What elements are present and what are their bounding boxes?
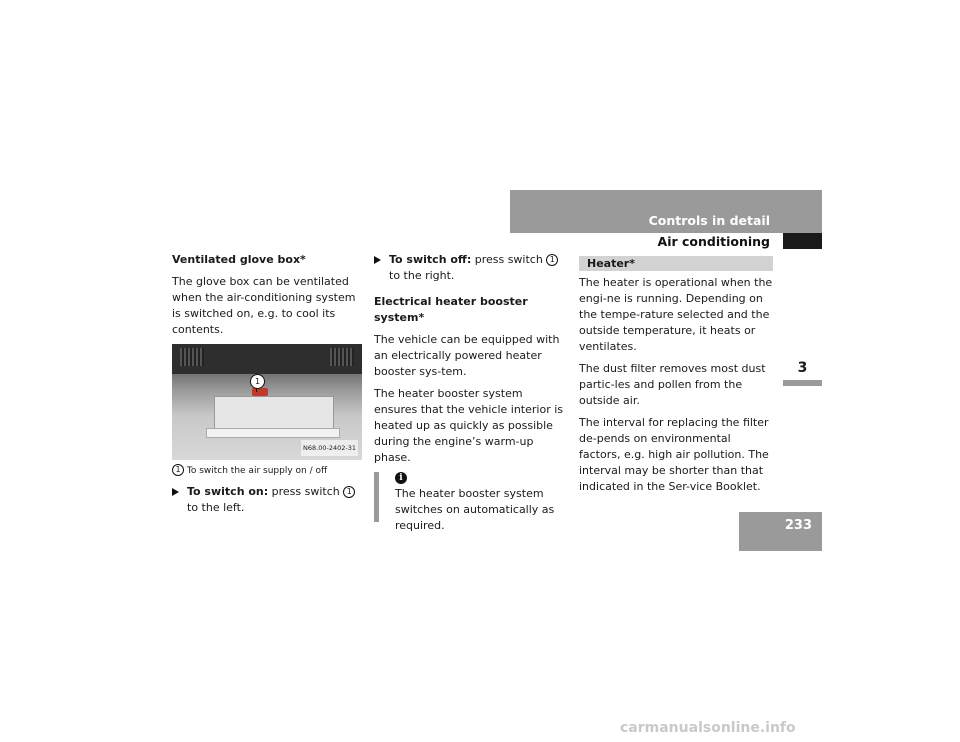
vent-left-icon [180, 348, 204, 366]
caption-number: 1 [172, 464, 184, 476]
heater-booster-para1: The vehicle can be equipped with an electrically powered heater booster sys-tem. [374, 333, 560, 378]
vent-right-icon [330, 348, 354, 366]
chapter-header-box [510, 190, 822, 233]
heater-para2: The dust filter removes most dust partic-les and pollen from the outside air. [579, 362, 766, 407]
column-1 [172, 252, 362, 522]
column-2 [374, 252, 566, 532]
instruction-text: to the left. [187, 501, 245, 514]
bullet-arrow-icon [172, 488, 179, 496]
caption-text: To switch the air supply on / off [186, 466, 328, 476]
instruction-text: press switch [268, 485, 344, 498]
section-title: Air conditioning [657, 234, 770, 249]
instruction-text: to the right. [389, 269, 455, 282]
glove-box-heading: Ventilated glove box* [172, 253, 306, 266]
section-tab-marker [783, 233, 822, 249]
glove-box-photo [172, 344, 362, 460]
switch-off-label: To switch off: [389, 253, 472, 266]
column-3 [579, 256, 775, 501]
switch-off-instruction [374, 252, 566, 284]
switch-number: 1 [343, 486, 355, 498]
info-icon: i [395, 472, 407, 484]
bullet-arrow-icon [374, 256, 381, 264]
instruction-text: press switch [471, 253, 547, 266]
page-number: 233 [739, 512, 822, 551]
glove-box-tray [206, 428, 340, 438]
figure-caption [172, 464, 362, 478]
info-text: The heater booster system switches on automatically as required. [395, 487, 555, 532]
switch-on-label: To switch on: [187, 485, 269, 498]
chapter-side-tab: 3 [783, 360, 822, 386]
heater-booster-para2: The heater booster system ensures that the vehicle interior is heated up as quickly as possible during the engine’s warm-up phase. [374, 387, 563, 464]
watermark: carmanualsonline.info [620, 720, 796, 736]
chapter-title: Controls in detail [648, 213, 770, 228]
switch-on-instruction [172, 484, 362, 516]
switch-number: 1 [546, 254, 558, 266]
figure-reference: N68.00-2402-31 [301, 440, 358, 456]
air-supply-switch [252, 388, 268, 396]
heater-para3: The interval for replacing the filter de-pends on environmental factors, e.g. high air pollution. The interval may be shorter than that indicated in the Ser-vice Booklet. [579, 416, 769, 493]
heater-para1: The heater is operational when the engi-ne is running. Depending on the tempe-rature selected and the outside temperature, it heats or ventilates. [579, 276, 773, 353]
callout-number: 1 [250, 374, 265, 389]
heater-booster-heading: Electrical heater booster system* [374, 295, 528, 324]
info-note [374, 472, 566, 532]
glove-box-intro: The glove box can be ventilated when the air-conditioning system is switched on, e.g. to cool its contents. [172, 275, 356, 336]
heater-heading: Heater* [579, 256, 773, 271]
